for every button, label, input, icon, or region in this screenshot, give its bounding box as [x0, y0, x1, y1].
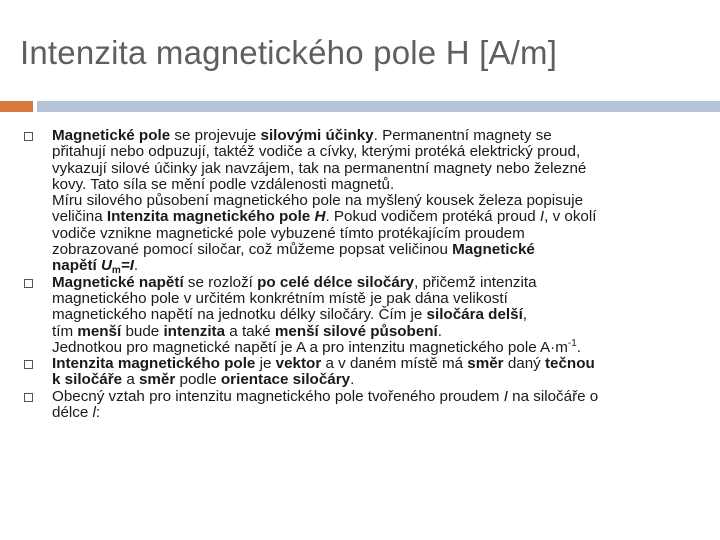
bullet-1-line-6: veličina Intenzita magnetického pole H. Pokud vodičem protéká proud I, v okolí [52, 208, 597, 226]
bullet-item-2 [24, 275, 708, 356]
square-bullet-icon [24, 279, 33, 288]
bullet-1-line-1: Magnetické pole se projevuje silovými účinky. Permanentní magnety se [52, 127, 552, 144]
square-bullet-icon [24, 393, 33, 402]
bullet-2-line-5: Jednotkou pro magnetické napětí je A a pro intenzitu magnetického pole $A\cdot m^{-1}$. [52, 337, 581, 356]
bullet-3-line-1: Intenzita magnetického pole je vektor a v daném místě má směr daný tečnou [52, 355, 595, 373]
bullet-1-line-7: vodiče vznikne magnetické pole vybuzené tímto protékajícím proudem [52, 224, 525, 242]
title-accent-bar [0, 101, 33, 112]
bullet-2-line-3: magnetického napětí na jednotku délky siločáry. Čím je siločára delší, [52, 306, 528, 324]
square-bullet-icon [24, 132, 33, 141]
bullet-2-line-1: Magnetické napětí se rozloží po celé délce siločáry, přičemž intenzita [52, 273, 537, 291]
bullet-1-line-4: kovy. Tato síla se mění podle vzdálenosti magnetů. [52, 175, 395, 193]
bullet-3-line-2: k siločáře a směr podle orientace siločáry. [52, 371, 355, 389]
bullet-1-line-2: přitahují nebo odpuzují, taktéž vodiče a cívky, kterými protéká elektrický proud, [52, 143, 581, 161]
bullet-item-1 [24, 128, 708, 275]
slide-title: Intenzita magnetického pole H [A/m] [20, 34, 558, 71]
bullet-2-line-4: tím menší bude intenzita a také menší silové působení. [52, 322, 442, 340]
bullet-list [24, 128, 708, 421]
square-bullet-icon [24, 360, 33, 369]
title-divider-bar [37, 101, 720, 112]
bullet-1-line-9: napětí $U_m=I$. [52, 257, 139, 277]
bullet-1-line-3: vykazují silové účinky jak navzájem, tak na permanentní magnety nebo železné [52, 159, 587, 177]
bullet-2-line-2: magnetického pole v určitém konkrétním místě je pak dána velikostí [52, 289, 508, 307]
bullet-1-line-5: Míru silového působení magnetického pole na myšlený kousek železa popisuje [52, 192, 584, 210]
bullet-4-line-1: Obecný vztah pro intenzitu magnetického pole tvořeného proudem I na siločáře o [52, 387, 599, 405]
bullet-item-4 [24, 389, 708, 422]
bullet-1-line-8: zobrazované pomocí siločar, což můžeme popsat veličinou Magnetické [52, 241, 535, 259]
bullet-4-line-2: délce l: [52, 404, 101, 422]
bullet-item-3 [24, 356, 708, 389]
